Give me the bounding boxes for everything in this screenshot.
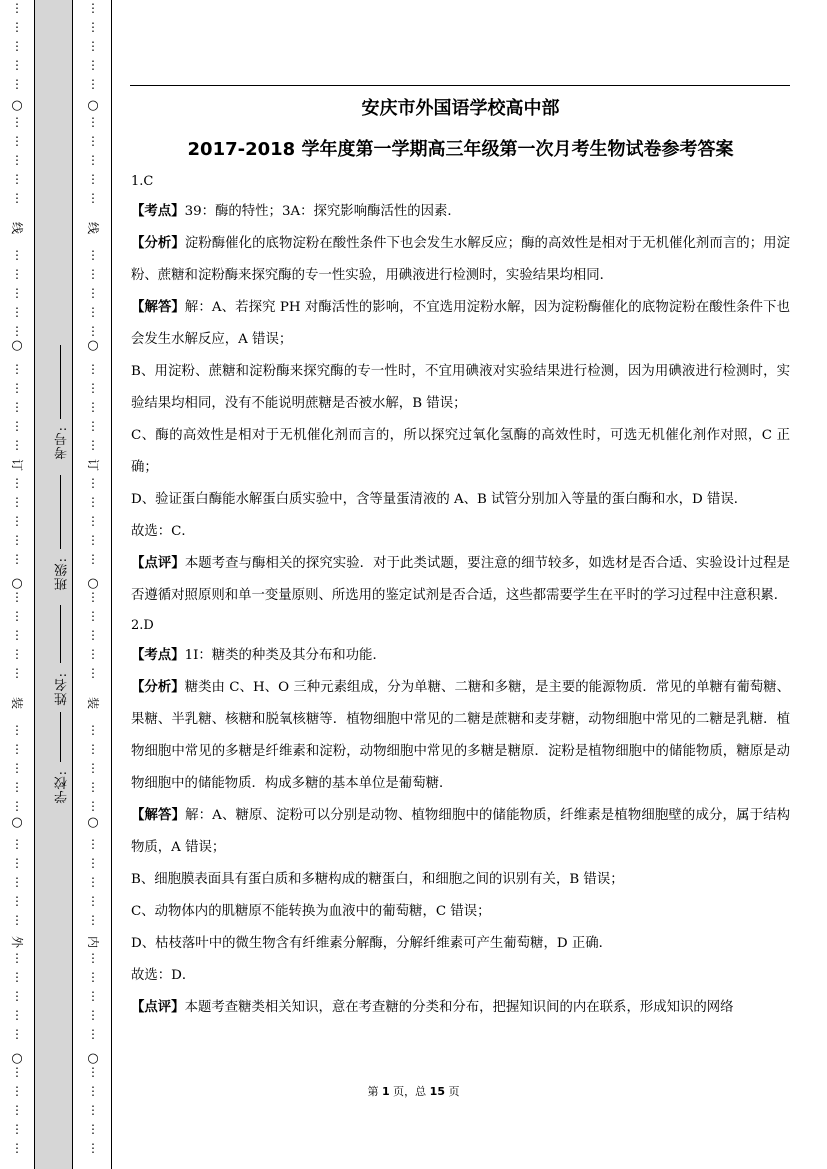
binding-dot: ⋮ xyxy=(87,742,99,756)
q2-answer: 故选：D． xyxy=(131,968,196,983)
binding-dot: ⋮ xyxy=(11,951,23,965)
q1-fenxi-text: 淀粉酶催化的底物淀粉在酸性条件下也会发生水解反应；酶的高效性是相对于无机催化剂而言的；用淀粉、蔗糖和淀粉酶来探究酶的专一性实验，用碘液进行检测时，实验结果均相同． xyxy=(131,236,791,283)
binding-dot: ⋮ xyxy=(11,1027,23,1041)
binding-dot: ⋮ xyxy=(11,1008,23,1022)
binding-word: 线 xyxy=(10,221,24,234)
answer-sheet-content xyxy=(131,93,790,1024)
binding-dot: ⋮ xyxy=(87,1122,99,1136)
binding-dot: ⋮ xyxy=(11,856,23,870)
binding-circle-icon: ○ xyxy=(87,1051,99,1066)
exam-number-field-label: 考号: xyxy=(55,426,70,460)
binding-dot: ⋮ xyxy=(11,1,23,15)
binding-word: 线 xyxy=(86,221,100,234)
binding-dot: ⋮ xyxy=(87,894,99,908)
binding-dot: ⋮ xyxy=(87,780,99,794)
q1-kaodian xyxy=(131,196,790,228)
binding-dot: ⋮ xyxy=(87,286,99,300)
question-1-number: 1.C xyxy=(131,174,154,189)
page-footer xyxy=(0,1083,827,1099)
binding-dot: ⋮ xyxy=(87,970,99,984)
binding-dot: ⋮ xyxy=(87,191,99,205)
binding-dot: ⋮ xyxy=(11,723,23,737)
binding-dot: ⋮ xyxy=(87,552,99,566)
binding-dot: ⋮ xyxy=(11,628,23,642)
binding-dot: ⋮ xyxy=(11,780,23,794)
binding-dot: ⋮ xyxy=(87,1,99,15)
binding-dot: ⋮ xyxy=(87,1084,99,1098)
binding-dot: ⋮ xyxy=(87,1008,99,1022)
binding-dot: ⋮ xyxy=(87,400,99,414)
binding-circle-icon: ○ xyxy=(87,815,99,830)
binding-dot: ⋮ xyxy=(87,989,99,1003)
binding-dot: ⋮ xyxy=(11,761,23,775)
binding-dot: ⋮ xyxy=(11,438,23,452)
binding-dot: ⋮ xyxy=(11,77,23,91)
binding-dot: ⋮ xyxy=(11,552,23,566)
binding-circle-icon: ○ xyxy=(11,1051,23,1066)
jieda-tag: 【解答】 xyxy=(131,808,186,823)
binding-dot: ⋮ xyxy=(11,419,23,433)
binding-circle-icon: ○ xyxy=(11,815,23,830)
binding-dot: ⋮ xyxy=(11,989,23,1003)
binding-dot: ⋮ xyxy=(87,20,99,34)
total-pages: 15 xyxy=(429,1085,445,1098)
school-field-blank[interactable] xyxy=(60,712,61,762)
binding-dot: ⋮ xyxy=(87,590,99,604)
q2-dianping-text: 本题考查糖类相关知识，意在考查糖的分类和分布，把握知识间的内在联系，形成知识的网络 xyxy=(184,1000,734,1015)
fenxi-tag: 【分析】 xyxy=(131,680,185,695)
binding-circle-icon: ○ xyxy=(87,98,99,113)
school-field-label: 学校: xyxy=(55,770,70,804)
q2-fenxi-text: 糖类由 C、H、O 三种元素组成，分为单糖、二糖和多糖，是主要的能源物质．常见的单糖有葡萄糖、果糖、半乳糖、核糖和脱氧核糖等．植物细胞中常见的二糖是蔗糖和麦芽糖，动物细胞中常见的二糖是乳糖．植物细胞中常见的多糖是纤维素和淀粉，动物细胞中常见的多糖是糖原．淀粉是植物细胞中的储能物质，糖原是动物细胞中的储能物质．构成多糖的基本单位是葡萄糖． xyxy=(131,680,790,791)
name-field-label: 姓名: xyxy=(55,672,70,706)
binding-dot: ⋮ xyxy=(11,1122,23,1136)
binding-dot: ⋮ xyxy=(87,134,99,148)
header-rule xyxy=(130,85,790,86)
binding-dot: ⋮ xyxy=(11,267,23,281)
binding-dot: ⋮ xyxy=(11,495,23,509)
binding-dot: ⋮ xyxy=(87,837,99,851)
binding-dot: ⋮ xyxy=(11,172,23,186)
binding-dot: ⋮ xyxy=(87,1027,99,1041)
footer-suffix: 页 xyxy=(444,1085,460,1098)
binding-dot: ⋮ xyxy=(11,305,23,319)
q2-option-c: C、动物体内的肌糖原不能转换为血液中的葡萄糖，C 错误； xyxy=(131,904,491,919)
q2-fenxi xyxy=(131,672,790,800)
binding-dot: ⋮ xyxy=(11,1065,23,1079)
current-page: 1 xyxy=(382,1085,390,1098)
binding-word: 订 xyxy=(10,458,24,471)
binding-word: 内 xyxy=(86,935,100,948)
binding-circle-icon: ○ xyxy=(11,98,23,113)
binding-dot: ⋮ xyxy=(87,1141,99,1155)
binding-margin-outer xyxy=(0,0,35,1169)
question-2-number: 2.D xyxy=(131,618,154,633)
binding-dot: ⋮ xyxy=(87,495,99,509)
binding-dot: ⋮ xyxy=(87,761,99,775)
q1-option-d: D、验证蛋白酶能水解蛋白质实验中，含等量蛋清液的 A、B 试管分别加入等量的蛋白酶和水，D 错误． xyxy=(131,492,748,507)
binding-dot: ⋮ xyxy=(11,20,23,34)
binding-circle-icon: ○ xyxy=(11,576,23,591)
binding-dot: ⋮ xyxy=(87,913,99,927)
binding-circle-icon: ○ xyxy=(87,338,99,353)
q1-jieda-text: 解：A、若探究 PH 对酶活性的影响，不宜选用淀粉水解，因为淀粉酶催化的底物淀粉在酸性条件下也会发生水解反应，A 错误； xyxy=(131,300,791,347)
binding-dot: ⋮ xyxy=(11,1084,23,1098)
binding-dot: ⋮ xyxy=(87,628,99,642)
kaodian-tag: 【考点】 xyxy=(131,204,185,219)
q1-option-b: B、用淀粉、蔗糖和淀粉酶来探究酶的专一性时，不宜用碘液对实验结果进行检测，因为用碘液进行检测时，实验结果均相同，没有不能说明蔗糖是否被水解，B 错误； xyxy=(131,364,790,411)
binding-dot: ⋮ xyxy=(11,514,23,528)
outer-binding-line xyxy=(7,0,27,1169)
binding-dot: ⋮ xyxy=(11,400,23,414)
footer-middle: 页，总 xyxy=(389,1085,430,1098)
binding-dot: ⋮ xyxy=(11,875,23,889)
binding-dot: ⋮ xyxy=(87,856,99,870)
binding-dot: ⋮ xyxy=(87,1065,99,1079)
kaodian-tag: 【考点】 xyxy=(131,648,185,663)
binding-dot: ⋮ xyxy=(87,951,99,965)
binding-dot: ⋮ xyxy=(87,666,99,680)
binding-word: 订 xyxy=(86,458,100,471)
binding-dot: ⋮ xyxy=(11,39,23,53)
binding-circle-icon: ○ xyxy=(87,576,99,591)
class-field-blank[interactable] xyxy=(60,475,61,549)
q2-kaodian xyxy=(131,640,790,672)
binding-dot: ⋮ xyxy=(87,248,99,262)
binding-dot: ⋮ xyxy=(11,742,23,756)
q2-dianping xyxy=(131,992,790,1024)
q1-fenxi xyxy=(131,228,790,292)
exam-title: 2017-2018 学年度第一学期高三年级第一次月考生物试卷参考答案 xyxy=(187,139,734,160)
q1-dianping xyxy=(131,548,790,612)
binding-dot: ⋮ xyxy=(11,894,23,908)
binding-dot: ⋮ xyxy=(87,153,99,167)
q1-option-c: C、酶的高效性是相对于无机催化剂而言的，所以探究过氧化氢酶的高效性时，可选无机催化剂作对照，C 正确； xyxy=(131,428,790,475)
binding-dot: ⋮ xyxy=(11,647,23,661)
binding-dot: ⋮ xyxy=(87,1103,99,1117)
binding-dot: ⋮ xyxy=(87,419,99,433)
exam-number-field-blank[interactable] xyxy=(60,345,61,419)
binding-word: 外 xyxy=(10,935,24,948)
q1-jieda xyxy=(131,292,790,356)
school-title: 安庆市外国语学校高中部 xyxy=(361,98,560,119)
binding-dot: ⋮ xyxy=(87,305,99,319)
binding-dot: ⋮ xyxy=(87,476,99,490)
binding-dot: ⋮ xyxy=(87,533,99,547)
q2-jieda xyxy=(131,800,790,864)
inner-binding-line xyxy=(83,0,103,1169)
binding-dot: ⋮ xyxy=(11,134,23,148)
binding-dot: ⋮ xyxy=(87,609,99,623)
binding-dot: ⋮ xyxy=(11,609,23,623)
binding-dot: ⋮ xyxy=(87,58,99,72)
binding-dot: ⋮ xyxy=(87,39,99,53)
binding-dot: ⋮ xyxy=(11,58,23,72)
binding-dot: ⋮ xyxy=(11,248,23,262)
binding-dot: ⋮ xyxy=(11,1103,23,1117)
binding-dot: ⋮ xyxy=(87,723,99,737)
q2-option-b: B、细胞膜表面具有蛋白质和多糖构成的糖蛋白，和细胞之间的识别有关，B 错误； xyxy=(131,872,624,887)
q1-answer: 故选：C． xyxy=(131,524,195,539)
binding-dot: ⋮ xyxy=(11,970,23,984)
binding-dot: ⋮ xyxy=(11,381,23,395)
binding-dot: ⋮ xyxy=(11,191,23,205)
binding-dot: ⋮ xyxy=(87,438,99,452)
fenxi-tag: 【分析】 xyxy=(131,236,185,251)
binding-dot: ⋮ xyxy=(11,153,23,167)
answers-body xyxy=(131,168,790,1024)
q2-option-d: D、枯枝落叶中的微生物含有纤维素分解酶，分解纤维素可产生葡萄糖，D 正确． xyxy=(131,936,613,951)
q1-kaodian-text: 39：酶的特性；3A：探究影响酶活性的因素． xyxy=(184,204,461,219)
binding-dot: ⋮ xyxy=(87,362,99,376)
binding-dot: ⋮ xyxy=(11,286,23,300)
footer-prefix: 第 xyxy=(367,1085,383,1098)
binding-word: 装 xyxy=(10,696,24,709)
binding-dot: ⋮ xyxy=(87,115,99,129)
binding-dot: ⋮ xyxy=(11,913,23,927)
q2-kaodian-text: 1I：糖类的种类及其分布和功能． xyxy=(184,648,386,663)
binding-dot: ⋮ xyxy=(11,590,23,604)
binding-word: 装 xyxy=(86,696,100,709)
binding-dot: ⋮ xyxy=(11,666,23,680)
dianping-tag: 【点评】 xyxy=(131,556,185,571)
binding-dot: ⋮ xyxy=(87,172,99,186)
binding-dot: ⋮ xyxy=(87,77,99,91)
binding-dot: ⋮ xyxy=(87,647,99,661)
binding-dot: ⋮ xyxy=(11,362,23,376)
dianping-tag: 【点评】 xyxy=(131,1000,185,1015)
binding-circle-icon: ○ xyxy=(11,338,23,353)
binding-dot: ⋮ xyxy=(11,1141,23,1155)
binding-dot: ⋮ xyxy=(11,476,23,490)
binding-dot: ⋮ xyxy=(87,514,99,528)
class-field-label: 班级: xyxy=(55,557,70,591)
binding-dot: ⋮ xyxy=(11,837,23,851)
binding-dot: ⋮ xyxy=(11,324,23,338)
binding-dot: ⋮ xyxy=(11,533,23,547)
q2-jieda-text: 解：A、糖原、淀粉可以分别是动物、植物细胞中的储能物质，纤维素是植物细胞壁的成分，属于结构物质，A 错误； xyxy=(131,808,791,855)
binding-dot: ⋮ xyxy=(11,115,23,129)
binding-margin-inner xyxy=(73,0,112,1169)
binding-dot: ⋮ xyxy=(11,799,23,813)
q1-dianping-text: 本题考查与酶相关的探究实验．对于此类试题，要注意的细节较多，如选材是否合适、实验设计过程是否遵循对照原则和单一变量原则、所选用的鉴定试剂是否合适，这些都需要学生在平时的学习过程中注意积累． xyxy=(131,556,791,603)
jieda-tag: 【解答】 xyxy=(131,300,185,315)
binding-dot: ⋮ xyxy=(87,799,99,813)
binding-dot: ⋮ xyxy=(87,381,99,395)
binding-dot: ⋮ xyxy=(87,267,99,281)
binding-dot: ⋮ xyxy=(87,324,99,338)
binding-dot: ⋮ xyxy=(87,875,99,889)
name-field-blank[interactable] xyxy=(60,605,61,663)
